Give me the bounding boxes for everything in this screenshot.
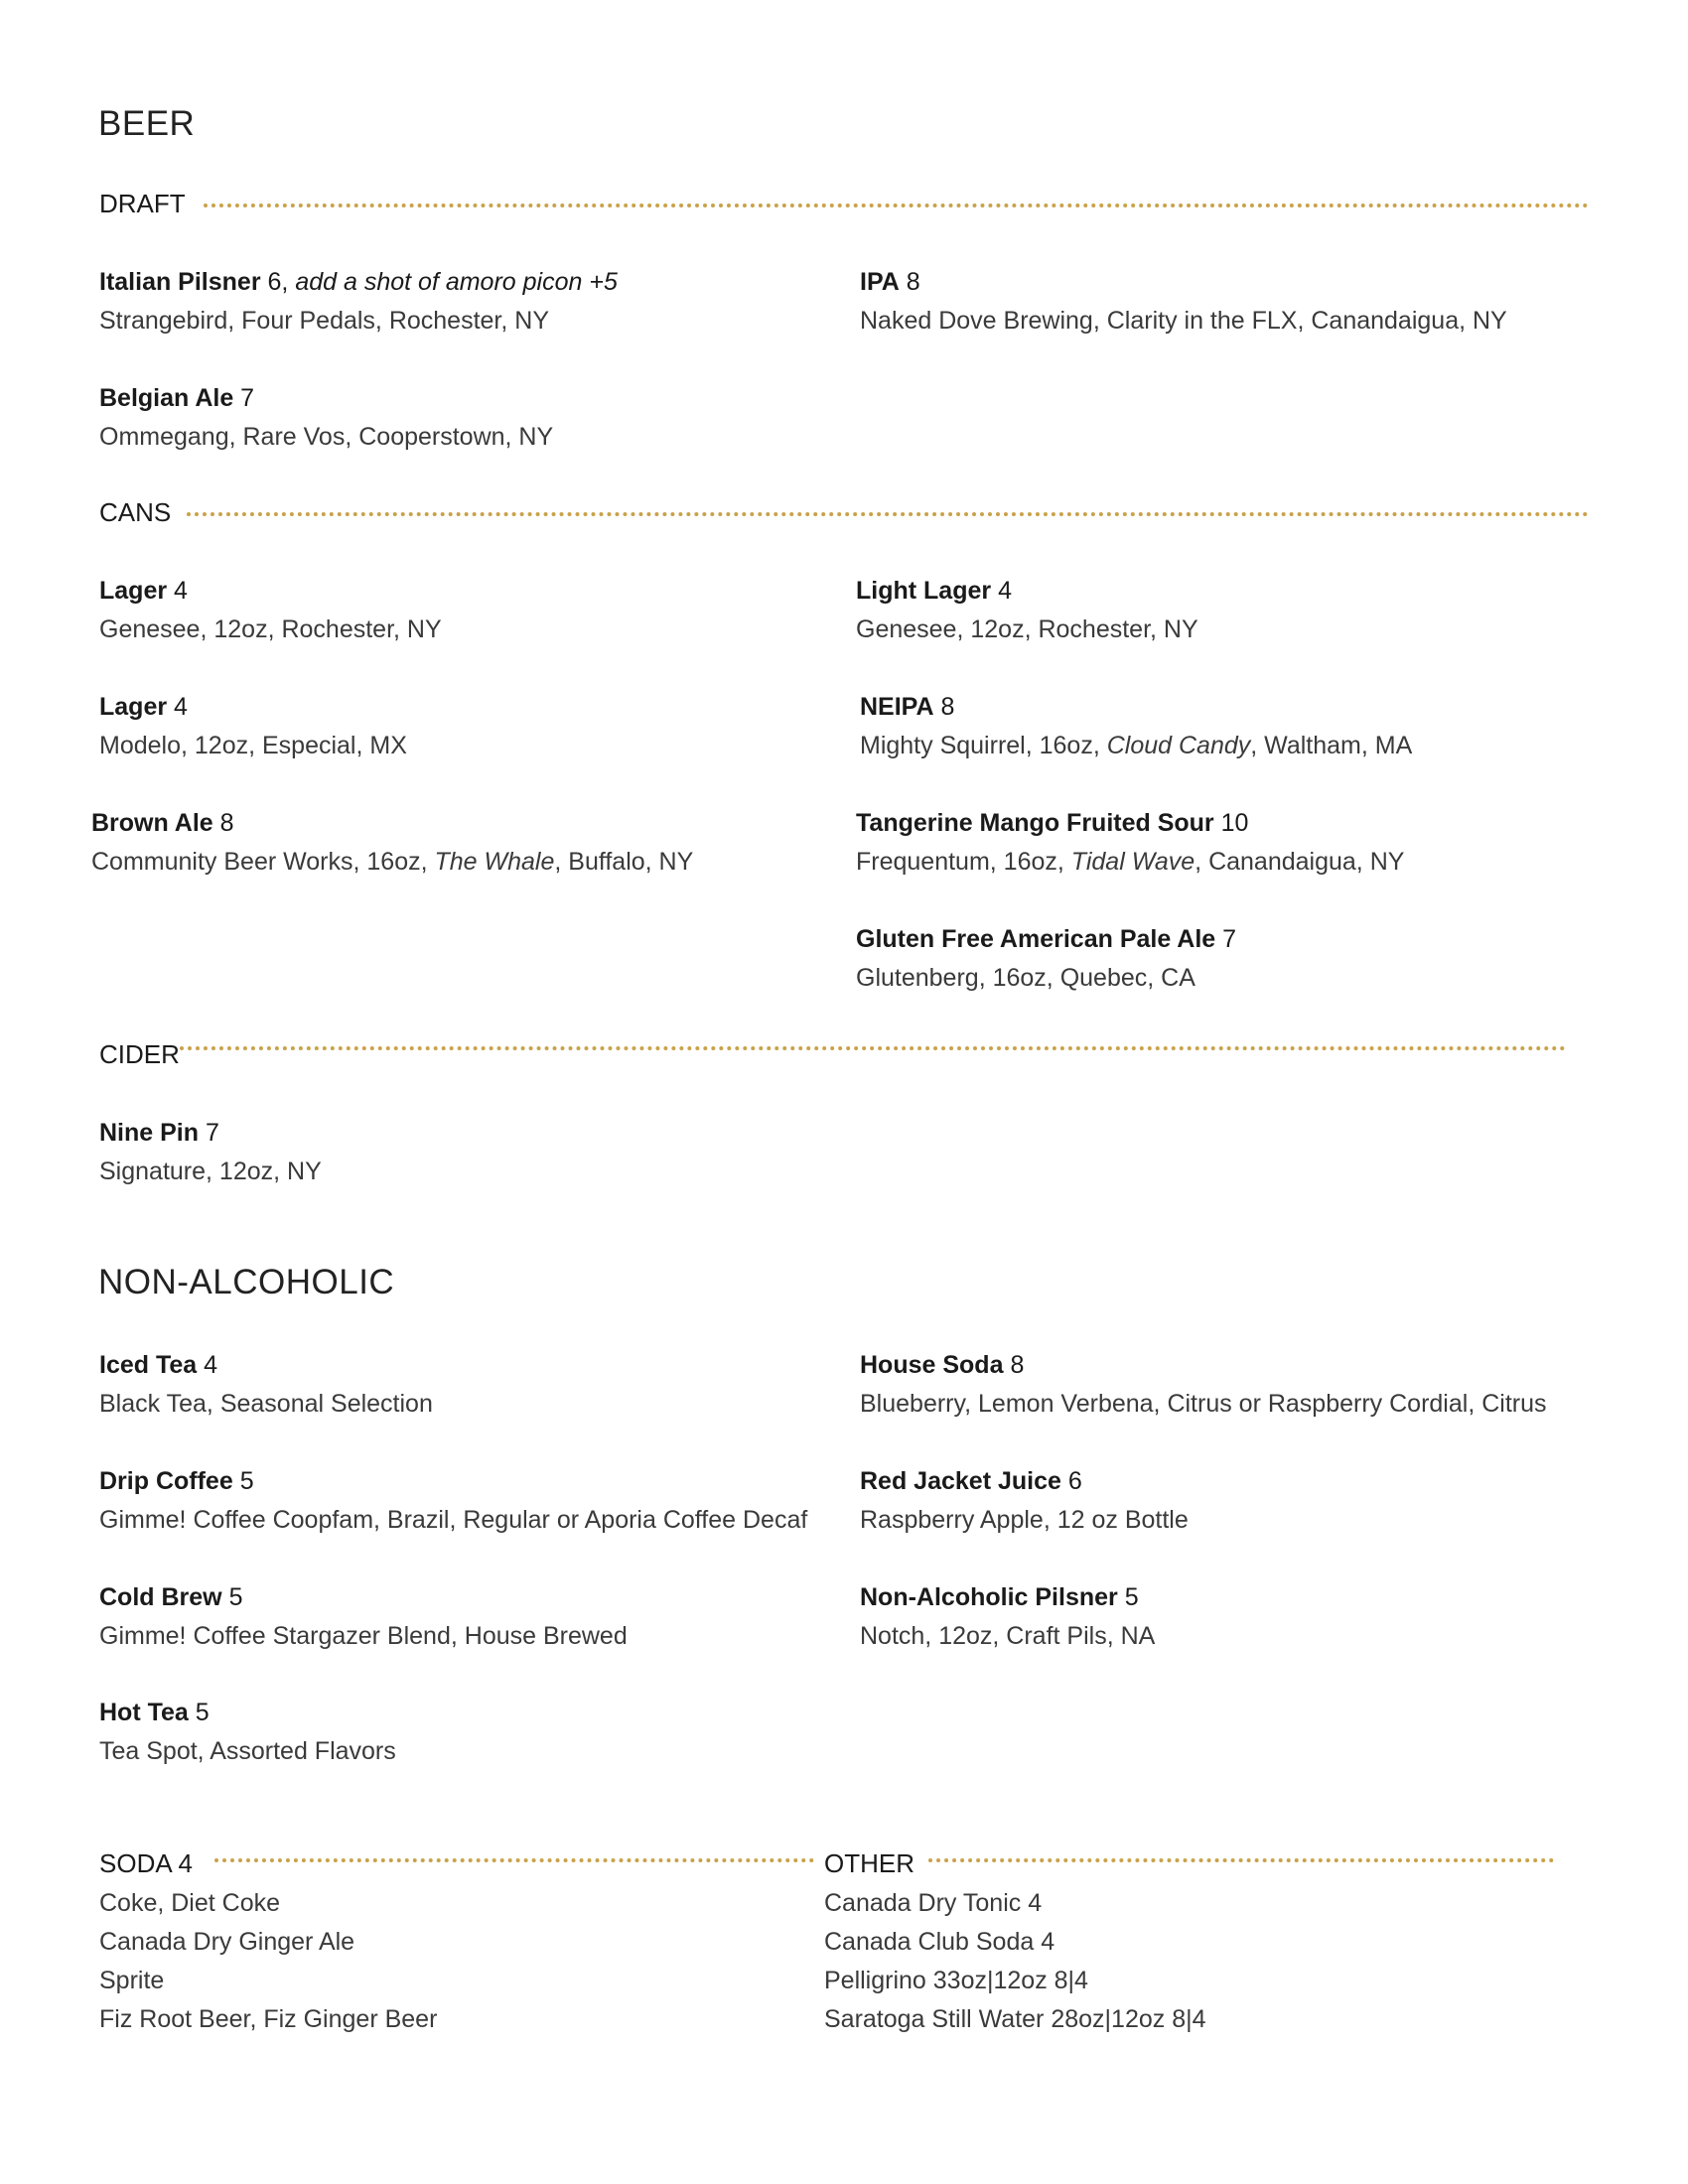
menu-item-drip-coffee [99, 1462, 807, 1540]
item-description-part: , Canandaigua, NY [1195, 848, 1405, 876]
item-description: Ommegang, Rare Vos, Cooperstown, NY [99, 423, 554, 451]
soda-dotted-rule [214, 1858, 814, 1862]
item-name: Non-Alcoholic Pilsner [860, 1583, 1118, 1611]
item-description-part: Community Beer Works, 16oz, [91, 848, 428, 876]
item-price: 10 [1220, 809, 1249, 837]
item-name: Italian Pilsner [99, 268, 261, 296]
item-description-part: , Buffalo, NY [554, 848, 694, 876]
item-name: Gluten Free American Pale Ale [856, 925, 1216, 953]
menu-item-gluten-free-pale-ale [856, 920, 1236, 998]
item-description [856, 843, 1404, 882]
item-description [91, 843, 693, 882]
menu-item-brown-ale [91, 804, 693, 882]
item-price: 8 [906, 268, 920, 296]
list-item: Sprite [99, 1967, 165, 1994]
non-alcoholic-heading: NON-ALCOHOLIC [98, 1263, 395, 1301]
item-price: 7 [205, 1119, 219, 1147]
item-price: 5 [228, 1583, 243, 1611]
cider-dotted-rule [180, 1046, 1566, 1050]
item-price: 6 [1067, 1467, 1082, 1495]
item-product-name: Tidal Wave [1070, 848, 1196, 876]
list-item: Canada Club Soda 4 [824, 1928, 1055, 1956]
menu-item-house-soda [860, 1346, 1547, 1424]
item-price: 8 [940, 693, 955, 721]
item-description: Tea Spot, Assorted Flavors [99, 1737, 396, 1765]
item-name: Tangerine Mango Fruited Sour [856, 809, 1214, 837]
menu-item-tangerine-mango-sour [856, 804, 1404, 882]
list-item: Pelligrino 33oz|12oz 8|4 [824, 1967, 1088, 1994]
item-name: House Soda [860, 1351, 1004, 1379]
menu-item-lager-genesee [99, 572, 442, 649]
item-name: Nine Pin [99, 1119, 200, 1147]
soda-label: SODA [99, 1848, 172, 1878]
item-description: Naked Dove Brewing, Clarity in the FLX, Canandaigua, NY [860, 307, 1507, 335]
item-name: Drip Coffee [99, 1467, 233, 1495]
other-section-label: OTHER [824, 1848, 914, 1878]
item-description-part: Mighty Squirrel, 16oz, [860, 732, 1100, 759]
other-dotted-rule [928, 1858, 1554, 1862]
item-price: 5 [1124, 1583, 1139, 1611]
list-item: Canada Dry Tonic 4 [824, 1889, 1043, 1917]
item-name: Light Lager [856, 577, 992, 605]
item-name: Brown Ale [91, 809, 213, 837]
item-description: Black Tea, Seasonal Selection [99, 1390, 433, 1418]
item-name: Hot Tea [99, 1699, 189, 1726]
item-price: 5 [195, 1699, 210, 1726]
item-note: add a shot of amoro picon +5 [295, 268, 618, 296]
item-description-part: , Waltham, MA [1250, 732, 1413, 759]
item-price: 5 [239, 1467, 254, 1495]
list-item: Coke, Diet Coke [99, 1889, 281, 1917]
menu-item-red-jacket-juice [860, 1462, 1189, 1540]
item-description-part: Frequentum, 16oz, [856, 848, 1064, 876]
item-name: Red Jacket Juice [860, 1467, 1061, 1495]
list-item: Saratoga Still Water 28oz|12oz 8|4 [824, 2005, 1206, 2033]
menu-item-light-lager [856, 572, 1198, 649]
menu-item-ipa [860, 263, 1507, 341]
item-name: NEIPA [860, 693, 934, 721]
item-description: Modelo, 12oz, Especial, MX [99, 732, 407, 759]
item-description: Signature, 12oz, NY [99, 1158, 322, 1185]
menu-item-lager-modelo [99, 688, 407, 765]
draft-section-label: DRAFT [99, 189, 186, 218]
item-name: IPA [860, 268, 900, 296]
item-name: Iced Tea [99, 1351, 198, 1379]
menu-item-iced-tea [99, 1346, 433, 1424]
item-name: Lager [99, 577, 168, 605]
item-price: 4 [204, 1351, 218, 1379]
item-product-name: Cloud Candy [1106, 732, 1251, 759]
menu-item-neipa [860, 688, 1412, 765]
soda-section-label [99, 1848, 193, 1879]
item-description: Glutenberg, 16oz, Quebec, CA [856, 964, 1196, 992]
list-item: Canada Dry Ginger Ale [99, 1928, 355, 1956]
list-item: Fiz Root Beer, Fiz Ginger Beer [99, 2005, 438, 2033]
menu-item-hot-tea [99, 1694, 396, 1771]
item-name: Cold Brew [99, 1583, 222, 1611]
item-name: Belgian Ale [99, 384, 234, 412]
item-description: Genesee, 12oz, Rochester, NY [856, 615, 1198, 643]
soda-price: 4 [178, 1848, 193, 1878]
item-description: Genesee, 12oz, Rochester, NY [99, 615, 442, 643]
menu-item-cold-brew [99, 1578, 628, 1656]
item-description: Raspberry Apple, 12 oz Bottle [860, 1506, 1189, 1534]
other-list [824, 1884, 1206, 2039]
item-description: Blueberry, Lemon Verbena, Citrus or Raspberry Cordial, Citrus [860, 1390, 1547, 1418]
item-description: Strangebird, Four Pedals, Rochester, NY [99, 307, 550, 335]
cider-section-label: CIDER [99, 1039, 180, 1069]
menu-item-italian-pilsner [99, 263, 618, 341]
item-price: 7 [1222, 925, 1237, 953]
item-price: 7 [240, 384, 255, 412]
draft-dotted-rule [204, 204, 1589, 207]
soda-list [99, 1884, 437, 2039]
item-price: 4 [174, 693, 188, 721]
item-price: 4 [998, 577, 1012, 605]
item-price: 6, [267, 268, 289, 296]
item-description: Gimme! Coffee Coopfam, Brazil, Regular or Aporia Coffee Decaf [99, 1506, 808, 1534]
beer-heading: BEER [98, 104, 196, 143]
item-description: Notch, 12oz, Craft Pils, NA [860, 1622, 1156, 1650]
item-price: 8 [219, 809, 234, 837]
menu-item-nine-pin [99, 1114, 322, 1191]
cans-section-label: CANS [99, 497, 172, 527]
item-name: Lager [99, 693, 168, 721]
item-price: 4 [174, 577, 188, 605]
item-product-name: The Whale [434, 848, 555, 876]
item-description: Gimme! Coffee Stargazer Blend, House Brewed [99, 1622, 628, 1650]
cans-dotted-rule [187, 512, 1589, 516]
item-price: 8 [1010, 1351, 1025, 1379]
menu-item-belgian-ale [99, 379, 553, 457]
menu-item-na-pilsner [860, 1578, 1155, 1656]
item-description [860, 727, 1412, 765]
